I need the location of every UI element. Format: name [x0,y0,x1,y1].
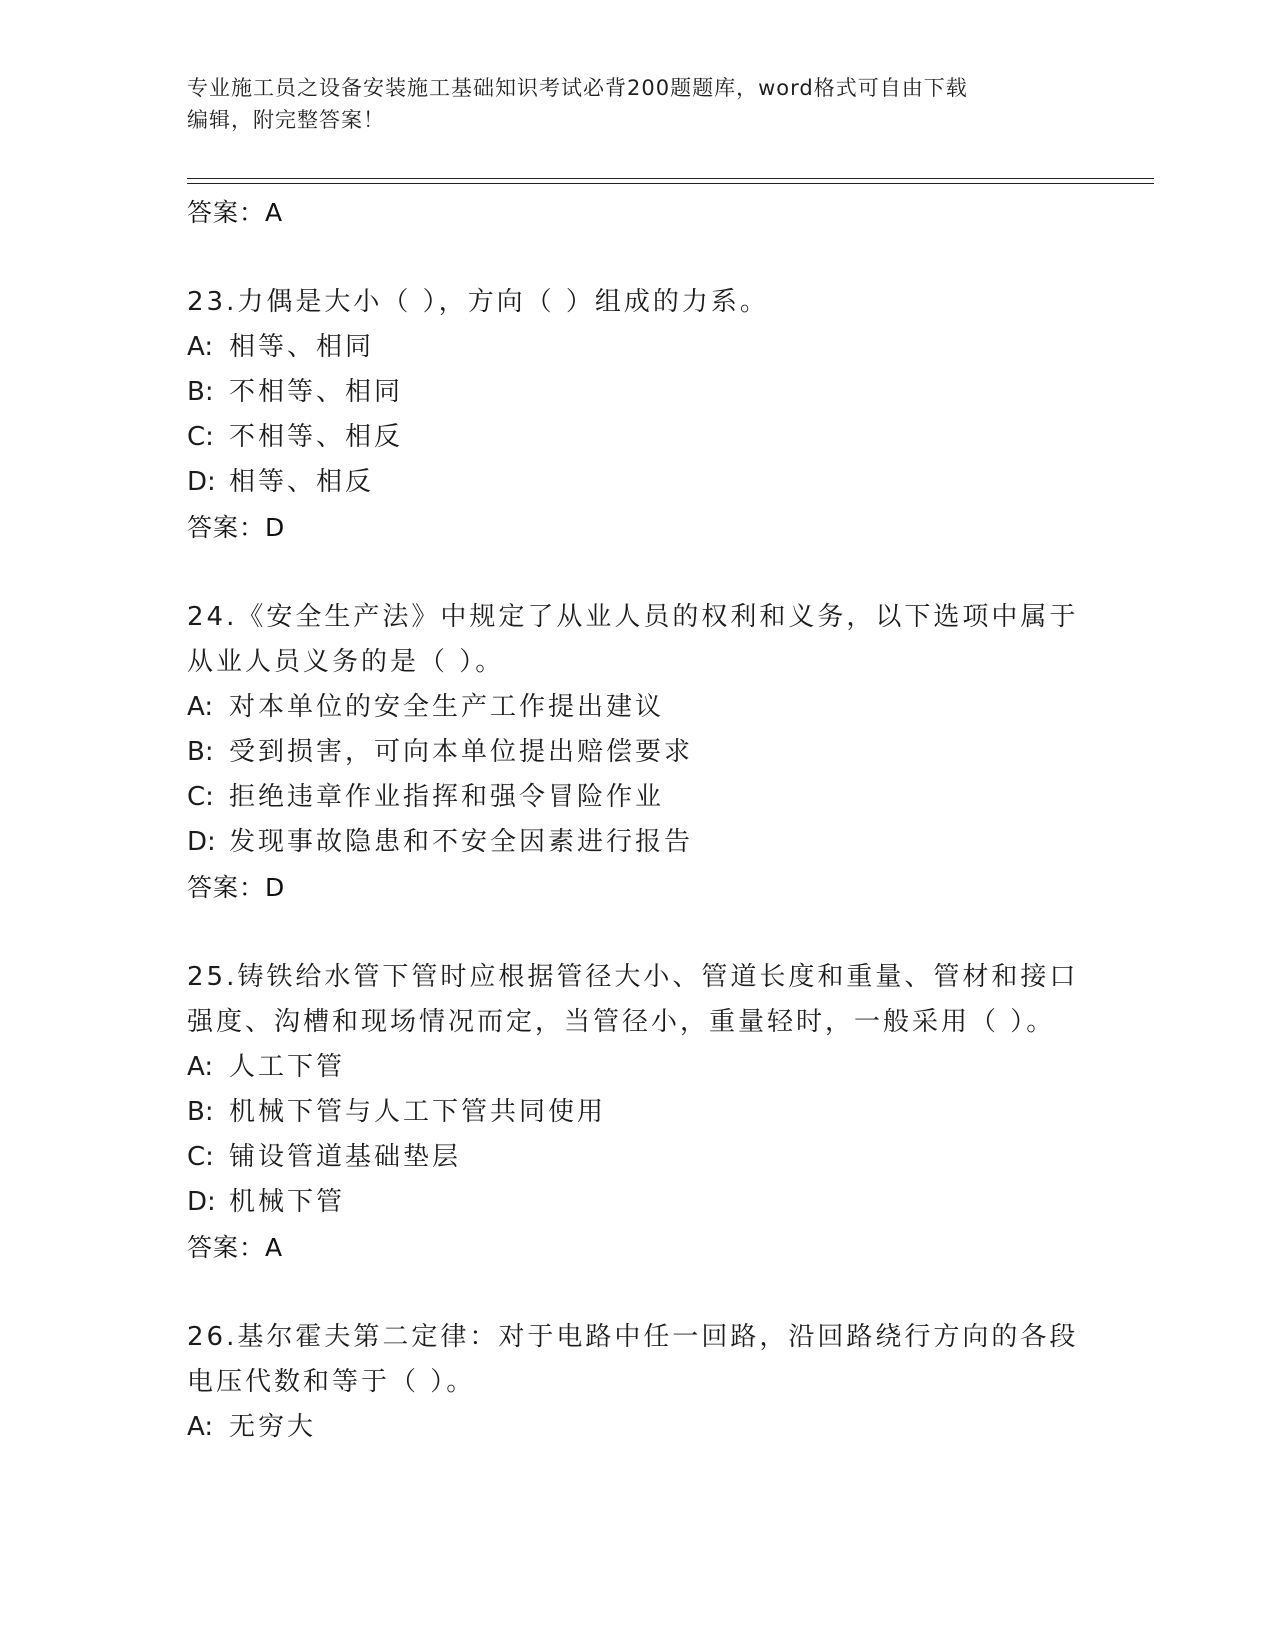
answer-line [187,190,1087,235]
option-a [187,1405,1087,1450]
option-b [187,730,1087,775]
option-text: 不相等、相反 [229,422,404,452]
option-text: 铺设管道基础垫层 [229,1142,462,1172]
option-text: 对本单位的安全生产工作提出建议 [229,692,665,722]
document-header [187,72,1087,136]
option-c [187,775,1087,820]
option-text: 机械下管 [229,1187,346,1217]
answer-line [187,1225,1087,1270]
header-line-1: 专业施工员之设备安装施工基础知识考试必背200题题库，word格式可自由下载 [187,76,968,100]
question-block [187,1315,1087,1450]
option-text: 人工下管 [229,1052,346,1082]
answer-prefix: 答案： [187,513,266,542]
question-block [187,595,1087,910]
question-block [187,280,1087,550]
option-c [187,1135,1087,1180]
option-letter: D: [187,827,216,857]
question-stem: 25.铸铁给水管下管时应根据管径大小、管道长度和重量、管材和接口 [187,962,1079,992]
option-letter: C: [187,1142,214,1172]
option-text: 拒绝违章作业指挥和强令冒险作业 [229,782,665,812]
option-text: 受到损害，可向本单位提出赔偿要求 [229,737,694,767]
question-stem-continued: 强度、沟槽和现场情况而定，当管径小，重量轻时，一般采用（ ）。 [187,1007,1056,1037]
option-letter: B: [187,737,214,767]
option-a [187,325,1087,370]
option-text: 无穷大 [229,1412,317,1442]
answer-value: A [265,198,284,227]
option-letter: A: [187,1412,214,1442]
option-letter: A: [187,1052,214,1082]
option-letter: B: [187,1097,214,1127]
option-letter: D: [187,1187,216,1217]
header-rule-top [187,178,1154,179]
option-text: 发现事故隐患和不安全因素进行报告 [229,827,694,857]
answer-prefix: 答案： [187,873,266,902]
answer-line [187,865,1087,910]
option-b [187,370,1087,415]
answer-prefix: 答案： [187,1233,266,1262]
question-stem: 26.基尔霍夫第二定律：对于电路中任一回路，沿回路绕行方向的各段 [187,1322,1079,1352]
option-text: 机械下管与人工下管共同使用 [229,1097,607,1127]
option-text: 相等、相反 [229,467,375,497]
option-d [187,460,1087,505]
option-letter: C: [187,422,214,452]
option-letter: D: [187,467,216,497]
question-list [187,190,1087,1450]
question-stem: 24.《安全生产法》中规定了从业人员的权利和义务，以下选项中属于 [187,602,1079,632]
answer-value: D [265,513,286,542]
option-a [187,685,1087,730]
answer-line [187,505,1087,550]
header-rule-bottom [187,183,1154,184]
option-letter: B: [187,377,214,407]
option-c [187,415,1087,460]
question-stem-continued: 电压代数和等于（ ）。 [187,1367,476,1397]
question-block [187,955,1087,1270]
option-d [187,820,1087,865]
header-line-2: 编辑，附完整答案！ [187,108,385,132]
answer-value: A [265,1233,284,1262]
option-d [187,1180,1087,1225]
option-a [187,1045,1087,1090]
option-letter: A: [187,332,214,362]
option-b [187,1090,1087,1135]
option-letter: A: [187,692,214,722]
option-letter: C: [187,782,214,812]
question-stem: 23.力偶是大小（ ），方向（ ）组成的力系。 [187,287,769,317]
option-text: 相等、相同 [229,332,375,362]
option-text: 不相等、相同 [229,377,404,407]
question-stem-continued: 从业人员义务的是（ ）。 [187,647,505,677]
answer-value: D [265,873,286,902]
answer-prefix: 答案： [187,198,266,227]
